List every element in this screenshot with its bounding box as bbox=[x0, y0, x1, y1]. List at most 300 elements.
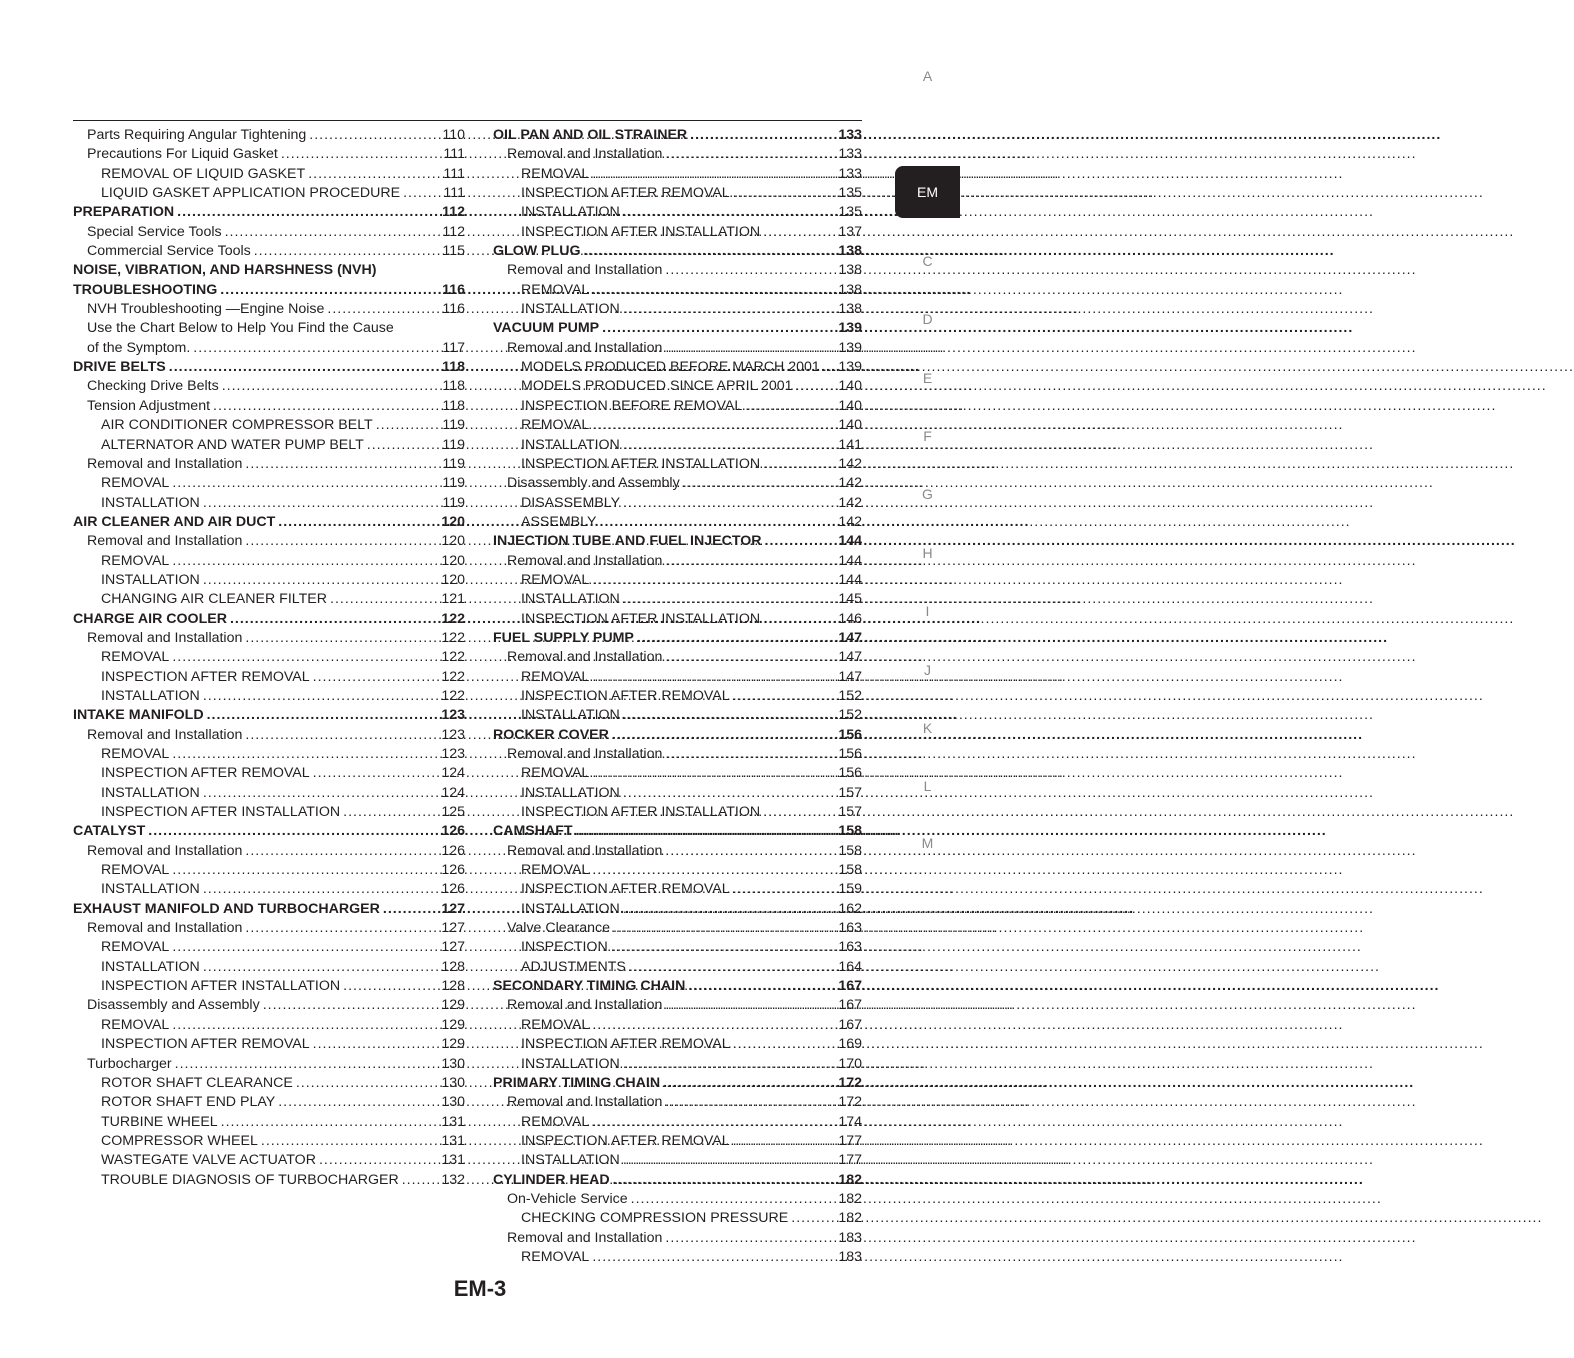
toc-entry-title: MODELS PRODUCED BEFORE MARCH 2001 bbox=[521, 359, 820, 376]
toc-entry-title: REMOVAL bbox=[521, 668, 590, 685]
section-tab-em[interactable]: EM bbox=[895, 166, 960, 218]
dot-leader bbox=[261, 1132, 438, 1151]
toc-entry[interactable] bbox=[493, 958, 862, 977]
toc-entry[interactable] bbox=[73, 590, 465, 609]
toc-entry[interactable] bbox=[493, 261, 862, 280]
toc-entry[interactable] bbox=[493, 996, 862, 1015]
section-tab-i[interactable]: I bbox=[925, 603, 930, 619]
toc-entry-title: Removal and Installation bbox=[87, 533, 243, 550]
dot-leader bbox=[313, 764, 439, 783]
toc-entry-page: 121 bbox=[441, 591, 465, 608]
toc-entry-title: INSPECTION bbox=[521, 939, 608, 956]
toc-entry[interactable] bbox=[73, 436, 465, 455]
toc-entry-title: Removal and Installation bbox=[507, 262, 663, 279]
toc-entry-title: Removal and Installation bbox=[87, 842, 243, 859]
toc-section-heading[interactable] bbox=[493, 242, 862, 261]
section-tab-h[interactable]: H bbox=[922, 545, 933, 561]
toc-entry-page: 122 bbox=[441, 649, 465, 666]
toc-entry-page: 117 bbox=[442, 339, 465, 356]
toc-entry[interactable] bbox=[493, 1055, 862, 1074]
dot-leader bbox=[172, 1016, 438, 1035]
toc-entry-page: 144 bbox=[838, 571, 862, 588]
toc-entry-page: 119 bbox=[442, 436, 465, 453]
toc-entry-title: CHARGE AIR COOLER bbox=[73, 610, 227, 627]
toc-entry[interactable] bbox=[73, 668, 465, 687]
dot-leader bbox=[230, 610, 438, 629]
toc-entry-page: 182 bbox=[838, 1210, 862, 1227]
dot-leader bbox=[313, 668, 439, 687]
toc-entry-page: 172 bbox=[838, 1094, 862, 1111]
section-tab-c[interactable]: C bbox=[922, 253, 933, 269]
toc-entry-page: 126 bbox=[441, 823, 465, 840]
dot-leader bbox=[733, 687, 836, 706]
toc-entry[interactable] bbox=[493, 358, 862, 377]
toc-entry-title: INTAKE MANIFOLD bbox=[73, 707, 204, 724]
dot-leader bbox=[592, 416, 835, 435]
dot-leader bbox=[663, 1074, 835, 1093]
toc-entry-page: 120 bbox=[441, 571, 465, 588]
toc-entry-page: 167 bbox=[838, 997, 862, 1014]
toc-entry-page: 156 bbox=[838, 726, 862, 743]
toc-entry[interactable] bbox=[493, 281, 862, 300]
toc-entry[interactable] bbox=[493, 494, 862, 513]
toc-entry-title: Valve Clearance bbox=[507, 920, 611, 937]
toc-entry[interactable] bbox=[493, 1248, 862, 1267]
toc-entry[interactable] bbox=[493, 377, 862, 396]
section-tab-l[interactable]: L bbox=[923, 778, 932, 794]
toc-entry-title: Removal and Installation bbox=[87, 629, 243, 646]
toc-entry-title: INSPECTION AFTER INSTALLATION bbox=[101, 804, 341, 821]
toc-entry[interactable] bbox=[73, 745, 465, 764]
toc-entry-title: INSPECTION AFTER INSTALLATION bbox=[521, 455, 761, 472]
toc-entry-page: 118 bbox=[442, 397, 465, 414]
toc-entry[interactable] bbox=[73, 1171, 465, 1190]
toc-entry[interactable] bbox=[493, 745, 862, 764]
toc-entry-page: 130 bbox=[441, 1055, 465, 1072]
dot-leader bbox=[613, 1171, 836, 1190]
toc-entry[interactable] bbox=[493, 300, 862, 319]
dot-leader bbox=[207, 706, 439, 725]
dot-leader bbox=[175, 1055, 439, 1074]
dot-leader bbox=[172, 648, 438, 667]
toc-entry-page: 183 bbox=[838, 1229, 862, 1246]
toc-entry[interactable] bbox=[73, 416, 465, 435]
dot-leader bbox=[383, 900, 438, 919]
toc-entry-title: Removal and Installation bbox=[507, 997, 663, 1014]
toc-entry-page: 163 bbox=[838, 920, 862, 937]
toc-entry[interactable] bbox=[493, 513, 862, 532]
toc-entry[interactable] bbox=[493, 590, 862, 609]
toc-entry-title: INSPECTION AFTER REMOVAL bbox=[521, 185, 730, 202]
toc-entry[interactable] bbox=[73, 1132, 465, 1151]
dot-leader bbox=[623, 203, 836, 222]
toc-entry[interactable] bbox=[493, 919, 862, 938]
toc-entry-page: 167 bbox=[838, 1016, 862, 1033]
toc-entry[interactable] bbox=[73, 397, 465, 416]
dot-leader bbox=[763, 455, 835, 474]
toc-entry-title: Removal and Installation bbox=[507, 552, 663, 569]
toc-entry[interactable] bbox=[493, 880, 862, 899]
dot-leader bbox=[733, 184, 836, 203]
toc-entry-page: 133 bbox=[838, 146, 862, 163]
dot-leader bbox=[791, 1209, 835, 1228]
dot-leader bbox=[172, 474, 439, 493]
toc-entry-page: 116 bbox=[442, 301, 465, 318]
toc-entry-page: 122 bbox=[441, 610, 465, 627]
dot-leader bbox=[592, 281, 835, 300]
toc-entry-title: REMOVAL OF LIQUID GASKET bbox=[101, 165, 306, 182]
toc-entry[interactable] bbox=[493, 455, 862, 474]
dot-leader bbox=[263, 996, 439, 1015]
toc-entry-page: 133 bbox=[838, 165, 862, 182]
dot-leader bbox=[823, 358, 836, 377]
toc-section-heading[interactable] bbox=[73, 203, 465, 222]
toc-entry-page: 139 bbox=[838, 339, 862, 356]
toc-entry[interactable] bbox=[73, 126, 465, 145]
toc-entry-title: DISASSEMBLY bbox=[521, 494, 621, 511]
toc-entry[interactable] bbox=[73, 764, 465, 783]
toc-entry[interactable] bbox=[493, 1190, 862, 1209]
dot-leader bbox=[733, 1035, 836, 1054]
toc-entry[interactable] bbox=[73, 319, 465, 338]
toc-entry[interactable] bbox=[73, 145, 465, 164]
toc-entry[interactable] bbox=[73, 532, 465, 551]
toc-entry[interactable] bbox=[73, 803, 465, 822]
toc-entry[interactable] bbox=[73, 1074, 465, 1093]
toc-entry-title: INSTALLATION bbox=[521, 784, 620, 801]
toc-entry[interactable] bbox=[493, 706, 862, 725]
toc-entry-page: 142 bbox=[838, 494, 862, 511]
toc-section-heading[interactable] bbox=[73, 900, 465, 919]
toc-entry-page: 147 bbox=[838, 668, 862, 685]
dot-leader bbox=[278, 1093, 438, 1112]
section-tab-d[interactable]: D bbox=[922, 311, 933, 327]
toc-section-heading[interactable] bbox=[73, 822, 465, 841]
toc-entry-title: REMOVAL bbox=[101, 746, 170, 762]
toc-entry-page: 123 bbox=[441, 707, 465, 724]
toc-entry-page: 140 bbox=[838, 397, 862, 414]
toc-entry-page: 146 bbox=[838, 610, 862, 627]
dot-leader bbox=[592, 764, 835, 783]
section-tab-k[interactable]: K bbox=[922, 720, 933, 736]
toc-entry[interactable] bbox=[493, 552, 862, 571]
toc-entry[interactable] bbox=[493, 861, 862, 880]
toc-entry[interactable] bbox=[73, 1151, 465, 1170]
toc-entry[interactable] bbox=[493, 842, 862, 861]
toc-section-heading[interactable] bbox=[73, 706, 465, 725]
dot-leader bbox=[403, 184, 440, 203]
toc-entry-page: 124 bbox=[441, 784, 465, 801]
section-tab-m[interactable]: M bbox=[921, 835, 934, 851]
toc-entry[interactable] bbox=[493, 184, 862, 203]
toc-section-heading[interactable] bbox=[493, 319, 862, 338]
dot-leader bbox=[203, 958, 439, 977]
toc-entry-title: REMOVAL bbox=[521, 1113, 590, 1130]
toc-entry[interactable] bbox=[493, 803, 862, 822]
toc-entry-page: 128 bbox=[441, 978, 465, 995]
toc-entry-title: CYLINDER HEAD bbox=[493, 1171, 610, 1188]
dot-leader bbox=[623, 1055, 836, 1074]
toc-left-column bbox=[73, 126, 465, 1190]
toc-entry[interactable] bbox=[73, 455, 465, 474]
toc-entry[interactable] bbox=[73, 339, 465, 358]
toc-entry[interactable] bbox=[73, 552, 465, 571]
toc-entry-page: 135 bbox=[838, 204, 862, 221]
toc-entry-page: 162 bbox=[838, 900, 862, 917]
toc-entry[interactable] bbox=[493, 416, 862, 435]
toc-entry-title: TROUBLE DIAGNOSIS OF TURBOCHARGER bbox=[101, 1171, 399, 1188]
toc-entry[interactable] bbox=[73, 377, 465, 396]
toc-entry[interactable] bbox=[73, 784, 465, 803]
toc-entry[interactable] bbox=[493, 1229, 862, 1248]
toc-entry-page: 147 bbox=[838, 649, 862, 666]
toc-section-heading[interactable] bbox=[73, 281, 465, 300]
dot-leader bbox=[330, 590, 438, 609]
toc-entry-page: 122 bbox=[441, 687, 465, 704]
toc-entry[interactable] bbox=[73, 1093, 465, 1112]
toc-entry-page: 177 bbox=[838, 1152, 862, 1169]
dot-leader bbox=[402, 1171, 439, 1190]
toc-entry[interactable] bbox=[73, 648, 465, 667]
dot-leader bbox=[629, 958, 835, 977]
toc-entry-title: TURBINE WHEEL bbox=[101, 1113, 218, 1130]
toc-entry-title: SECONDARY TIMING CHAIN bbox=[493, 978, 686, 995]
toc-entry[interactable] bbox=[73, 1035, 465, 1054]
toc-entry-page: 141 bbox=[838, 436, 862, 453]
toc-entry[interactable] bbox=[493, 474, 862, 493]
toc-section-heading[interactable] bbox=[73, 261, 465, 280]
dot-leader bbox=[245, 455, 439, 474]
toc-entry-title: REMOVAL bbox=[521, 165, 590, 182]
toc-section-heading[interactable] bbox=[73, 513, 465, 532]
toc-entry-title: Removal and Installation bbox=[87, 920, 243, 937]
toc-entry[interactable] bbox=[73, 300, 465, 319]
toc-entry[interactable] bbox=[493, 1093, 862, 1112]
dot-leader bbox=[623, 1151, 836, 1170]
toc-entry[interactable] bbox=[73, 474, 465, 493]
toc-entry[interactable] bbox=[73, 629, 465, 648]
toc-section-heading[interactable] bbox=[493, 822, 862, 841]
dot-leader bbox=[343, 803, 438, 822]
toc-entry-page: 138 bbox=[838, 301, 862, 318]
dot-leader bbox=[222, 377, 440, 396]
toc-entry[interactable] bbox=[73, 1055, 465, 1074]
toc-entry[interactable] bbox=[73, 842, 465, 861]
toc-entry-title: REMOVAL bbox=[101, 649, 170, 666]
dot-leader bbox=[612, 726, 835, 745]
dot-leader bbox=[203, 784, 439, 803]
toc-entry-page: 123 bbox=[441, 726, 465, 743]
dot-leader bbox=[221, 1113, 439, 1132]
toc-entry-page: 130 bbox=[441, 1074, 465, 1091]
toc-entry-title: INSPECTION AFTER INSTALLATION bbox=[521, 804, 761, 821]
dot-leader bbox=[592, 165, 835, 184]
toc-entry-page: 118 bbox=[442, 378, 465, 395]
toc-entry[interactable] bbox=[493, 571, 862, 590]
section-tab-g[interactable]: G bbox=[922, 486, 933, 502]
toc-entry-title: Commercial Service Tools bbox=[87, 243, 251, 260]
toc-entry[interactable] bbox=[493, 784, 862, 803]
toc-entry-page: 144 bbox=[838, 552, 862, 569]
toc-entry-page: 131 bbox=[441, 1132, 465, 1149]
toc-entry-title: OIL PAN AND OIL STRAINER bbox=[493, 127, 688, 143]
toc-entry[interactable] bbox=[493, 900, 862, 919]
toc-section-heading[interactable] bbox=[493, 532, 862, 551]
toc-entry-title: NVH Troubleshooting —Engine Noise bbox=[87, 301, 325, 318]
toc-entry-page: 174 bbox=[838, 1113, 862, 1130]
section-tab-f[interactable]: F bbox=[923, 428, 932, 444]
toc-entry[interactable] bbox=[73, 494, 465, 513]
toc-entry-page: 182 bbox=[838, 1190, 862, 1207]
toc-entry-page: 116 bbox=[442, 281, 465, 298]
dot-leader bbox=[665, 261, 835, 280]
toc-entry-title: CAMSHAFT bbox=[493, 823, 573, 840]
toc-entry-title: COMPRESSOR WHEEL bbox=[101, 1132, 258, 1149]
dot-leader bbox=[665, 339, 835, 358]
dot-leader bbox=[172, 745, 438, 764]
toc-entry-page: 135 bbox=[838, 185, 862, 202]
toc-entry-page: 137 bbox=[838, 223, 862, 240]
dot-leader bbox=[296, 1074, 438, 1093]
toc-entry[interactable] bbox=[73, 687, 465, 706]
toc-entry[interactable] bbox=[73, 996, 465, 1015]
toc-section-heading[interactable] bbox=[493, 629, 862, 648]
toc-entry-title: INSTALLATION bbox=[521, 900, 620, 917]
toc-entry-title: INSTALLATION bbox=[101, 784, 200, 801]
toc-entry-page: 123 bbox=[441, 746, 465, 762]
toc-entry[interactable] bbox=[493, 938, 862, 957]
toc-entry[interactable] bbox=[73, 223, 465, 242]
toc-entry[interactable] bbox=[73, 726, 465, 745]
toc-entry-page: 142 bbox=[838, 513, 862, 530]
toc-entry[interactable] bbox=[493, 1132, 862, 1151]
toc-entry[interactable] bbox=[73, 1016, 465, 1035]
toc-entry[interactable] bbox=[493, 1151, 862, 1170]
toc-entry-title: INSPECTION AFTER INSTALLATION bbox=[101, 978, 341, 995]
toc-entry-title: On-Vehicle Service bbox=[507, 1190, 628, 1207]
toc-entry-page: 129 bbox=[441, 1036, 465, 1053]
dot-leader bbox=[254, 242, 440, 261]
toc-entry[interactable] bbox=[493, 610, 862, 629]
toc-entry[interactable] bbox=[493, 436, 862, 455]
toc-entry-title: REMOVAL bbox=[101, 939, 170, 956]
toc-entry-title: CHANGING AIR CLEANER FILTER bbox=[101, 591, 327, 608]
toc-entry-title: REMOVAL bbox=[101, 862, 170, 879]
toc-entry[interactable] bbox=[73, 977, 465, 996]
toc-entry-title: ADJUSTMENTS bbox=[521, 958, 626, 975]
toc-entry-title: Removal and Installation bbox=[507, 649, 663, 666]
dot-leader bbox=[225, 223, 440, 242]
dot-leader bbox=[683, 474, 836, 493]
toc-entry[interactable] bbox=[73, 571, 465, 590]
section-tab-e[interactable]: E bbox=[922, 370, 933, 386]
toc-entry[interactable] bbox=[493, 764, 862, 783]
toc-entry-page: 111 bbox=[443, 146, 465, 163]
section-tab-j[interactable]: J bbox=[924, 662, 931, 678]
toc-entry-title: AIR CONDITIONER COMPRESSOR BELT bbox=[101, 417, 373, 434]
toc-entry[interactable] bbox=[493, 1016, 862, 1035]
toc-entry[interactable] bbox=[493, 668, 862, 687]
toc-entry[interactable] bbox=[73, 242, 465, 261]
toc-entry-title: VACUUM PUMP bbox=[493, 320, 600, 337]
dot-leader bbox=[172, 938, 438, 957]
toc-entry-page: 129 bbox=[441, 997, 465, 1014]
toc-entry[interactable] bbox=[493, 203, 862, 222]
toc-entry[interactable] bbox=[73, 184, 465, 203]
toc-entry-page: 140 bbox=[838, 417, 862, 434]
toc-entry-page: 172 bbox=[838, 1074, 862, 1091]
toc-entry[interactable] bbox=[73, 861, 465, 880]
toc-section-heading[interactable] bbox=[493, 726, 862, 745]
toc-entry[interactable] bbox=[493, 397, 862, 416]
toc-entry-title: GLOW PLUG bbox=[493, 243, 581, 260]
toc-entry[interactable] bbox=[73, 938, 465, 957]
dot-leader bbox=[203, 494, 440, 513]
toc-entry[interactable] bbox=[493, 223, 862, 242]
toc-entry-title: LIQUID GASKET APPLICATION PROCEDURE bbox=[101, 185, 401, 202]
toc-entry[interactable] bbox=[493, 687, 862, 706]
dot-leader bbox=[665, 552, 835, 571]
dot-leader bbox=[592, 1113, 835, 1132]
toc-entry-title: REMOVAL bbox=[521, 571, 590, 588]
toc-entry-page: 125 bbox=[441, 804, 465, 821]
toc-entry-title: PREPARATION bbox=[73, 204, 175, 221]
toc-entry-title: INSPECTION AFTER INSTALLATION bbox=[521, 610, 761, 627]
section-tab-a[interactable]: A bbox=[922, 68, 933, 84]
dot-leader bbox=[308, 165, 440, 184]
dot-leader bbox=[765, 532, 836, 551]
dot-leader bbox=[177, 203, 439, 222]
toc-entry[interactable] bbox=[493, 145, 862, 164]
dot-leader bbox=[733, 1132, 836, 1151]
toc-entry[interactable] bbox=[73, 958, 465, 977]
toc-entry[interactable] bbox=[73, 165, 465, 184]
toc-entry-title: INSTALLATION bbox=[521, 204, 620, 221]
toc-section-heading[interactable] bbox=[493, 126, 862, 145]
toc-entry-page: 152 bbox=[838, 707, 862, 724]
toc-entry-title: FUEL SUPPLY PUMP bbox=[493, 629, 634, 646]
toc-entry-page: 139 bbox=[838, 359, 862, 376]
toc-entry-page: 129 bbox=[441, 1016, 465, 1033]
toc-entry[interactable] bbox=[73, 880, 465, 899]
toc-section-heading[interactable] bbox=[73, 358, 465, 377]
toc-entry-title: INSPECTION AFTER INSTALLATION bbox=[521, 223, 761, 240]
toc-entry-title: EXHAUST MANIFOLD AND TURBOCHARGER bbox=[73, 900, 380, 917]
toc-entry[interactable] bbox=[493, 165, 862, 184]
toc-entry-title: Removal and Installation bbox=[507, 1229, 663, 1246]
toc-section-heading[interactable] bbox=[493, 1074, 862, 1093]
toc-entry-title: INSTALLATION bbox=[521, 1055, 620, 1072]
toc-entry-page: 119 bbox=[442, 455, 465, 472]
toc-entry[interactable] bbox=[493, 339, 862, 358]
toc-entry[interactable] bbox=[493, 1209, 862, 1228]
toc-entry[interactable] bbox=[493, 1035, 862, 1054]
toc-section-heading[interactable] bbox=[493, 977, 862, 996]
toc-entry-title: CHECKING COMPRESSION PRESSURE bbox=[521, 1210, 789, 1227]
toc-section-heading[interactable] bbox=[493, 1171, 862, 1190]
toc-entry-title: Parts Requiring Angular Tightening bbox=[87, 127, 307, 143]
toc-entry[interactable] bbox=[73, 919, 465, 938]
toc-entry[interactable] bbox=[493, 1113, 862, 1132]
toc-entry[interactable] bbox=[73, 1113, 465, 1132]
toc-entry-title: Tension Adjustment bbox=[87, 397, 211, 414]
toc-entry-title: REMOVAL bbox=[101, 475, 170, 492]
toc-section-heading[interactable] bbox=[73, 610, 465, 629]
toc-entry[interactable] bbox=[493, 648, 862, 667]
toc-entry-title: INSTALLATION bbox=[101, 687, 200, 704]
toc-entry-page: 138 bbox=[838, 281, 862, 298]
toc-entry-page: 142 bbox=[838, 475, 862, 492]
